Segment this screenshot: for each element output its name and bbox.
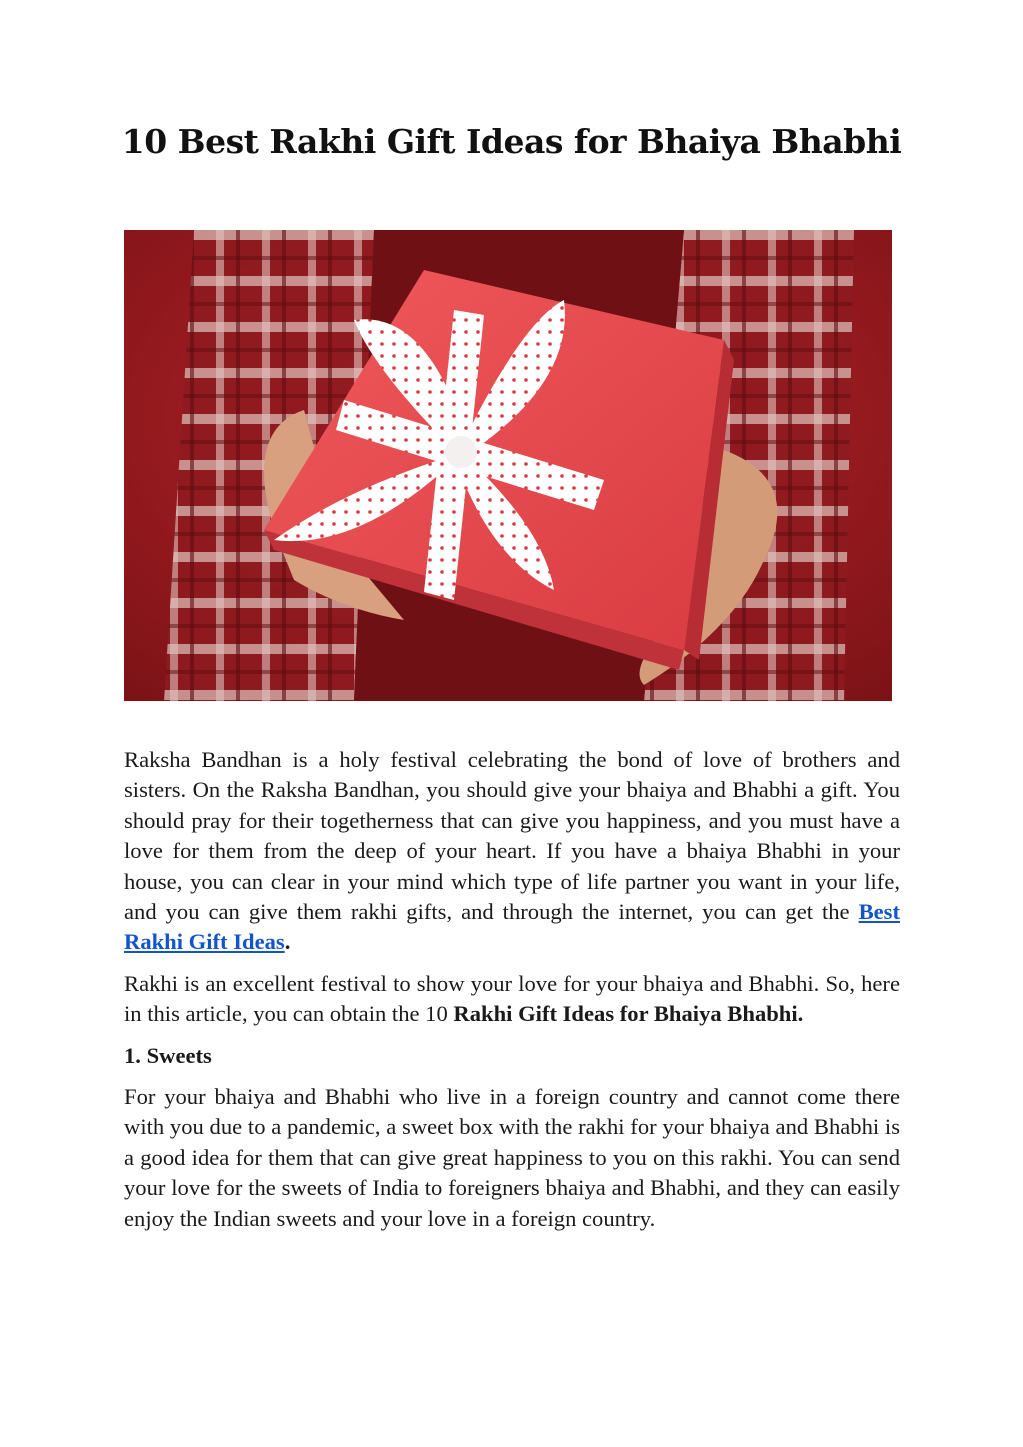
intro-text: Raksha Bandhan is a holy festival celebrating the bond of love of brothers and sisters. On the Raksha Bandhan, you should give your bhaiya and Bhabhi a gift. You should pray for their togetherness that can give you happiness, and you must have a love for them from the deep of your heart. If you have a bhaiya Bhabhi in your house, you can clear in your mind which type of life partner you want in your life, and you can give them rakhi gifts, and through the internet, you can get the xyxy=(124,747,900,925)
best-rakhi-gift-ideas-link[interactable]: Best Rakhi Gift Ideas xyxy=(124,899,900,955)
para2-bold: Rakhi Gift Ideas for Bhaiya Bhabhi xyxy=(453,1001,798,1027)
page-title: 10 Best Rakhi Gift Ideas for Bhaiya Bhabhi xyxy=(121,122,902,161)
sweets-paragraph: For your bhaiya and Bhabhi who live in a foreign country and cannot come there with you due to a pandemic, a sweet box with the rakhi for your bhaiya and Bhabhi is a good idea for them that can give great happiness to you on this rakhi. You can send your love for the sweets of India to foreigners bhaiya and Bhabhi, and they can easily enjoy the Indian sweets and your love in a foreign country. xyxy=(124,1084,900,1231)
para2-text: Rakhi is an excellent festival to show your love for your bhaiya and Bhabhi. So, here in this article, you can obtain the 10 xyxy=(124,970,900,1027)
article-body xyxy=(124,745,900,1245)
second-paragraph xyxy=(124,969,900,1030)
intro-end: . xyxy=(284,929,291,955)
section-heading-sweets: 1. Sweets xyxy=(124,1042,212,1068)
intro-paragraph xyxy=(124,745,900,958)
para2-end: . xyxy=(797,1001,804,1027)
gift-box-image xyxy=(124,230,892,701)
